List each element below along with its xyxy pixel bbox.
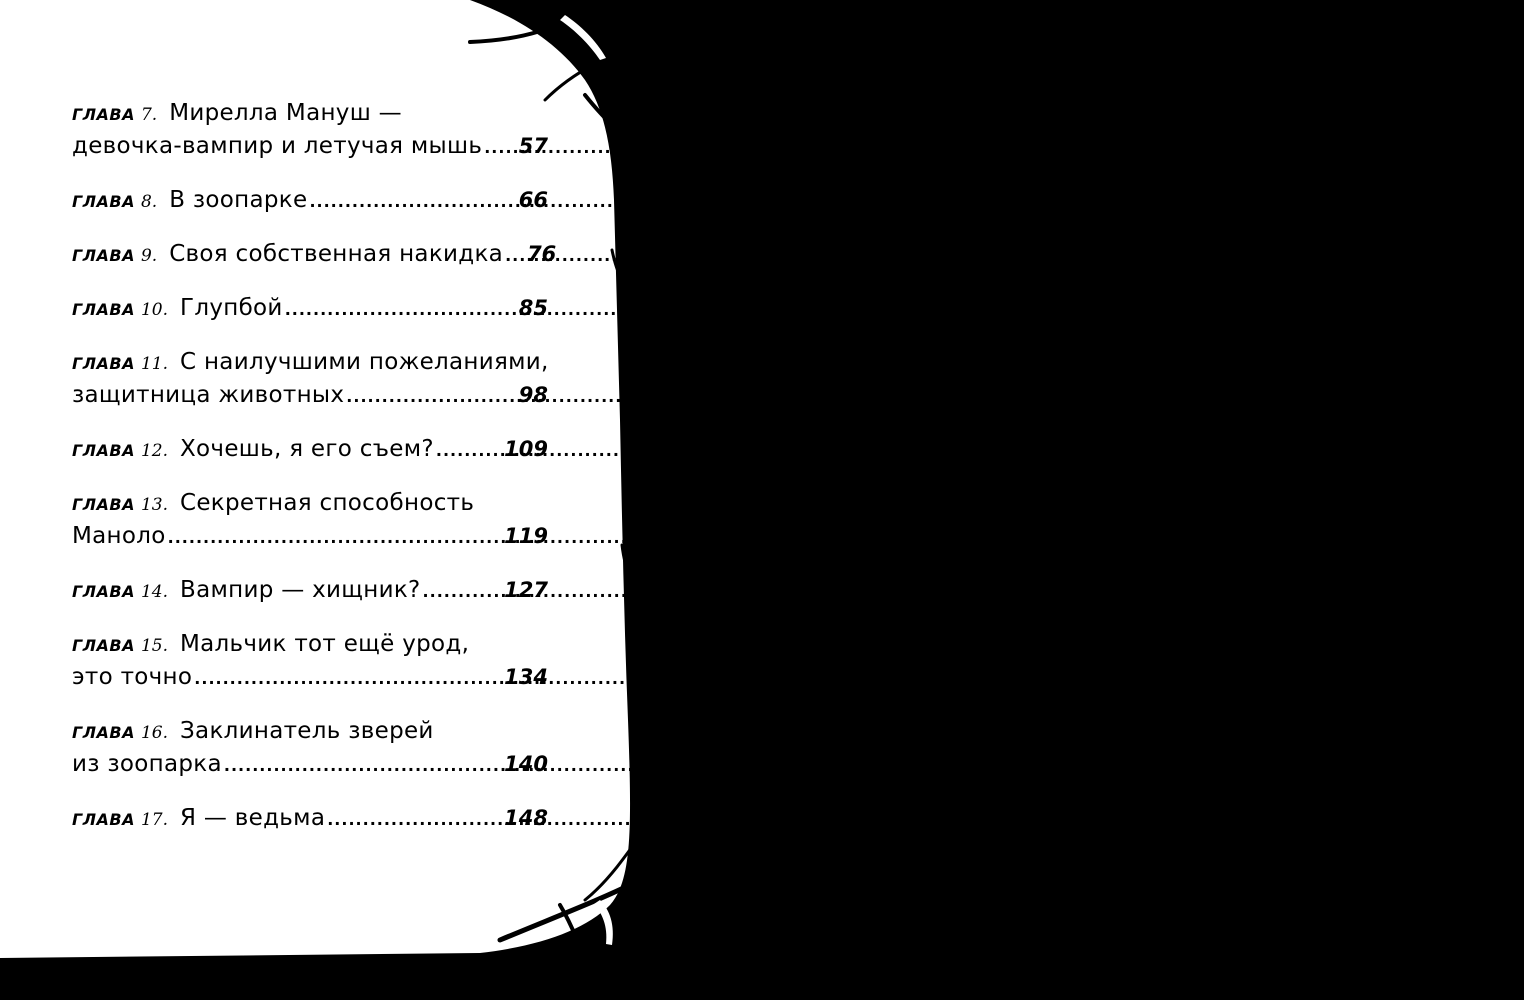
toc-line	[72, 664, 548, 697]
chapter-number: 12.	[140, 441, 168, 461]
book-page	[0, 0, 651, 1000]
toc-line	[72, 187, 548, 220]
chapter-title: Хочешь, я его съем?	[180, 436, 434, 462]
page-number: 85	[518, 296, 548, 320]
chapter-number: 16.	[140, 723, 168, 743]
chapter-title: В зоопарке	[169, 187, 308, 213]
chapter-label: ГЛАВА	[72, 246, 135, 265]
dot-leader	[194, 669, 502, 688]
toc-entry[interactable]	[72, 295, 548, 328]
toc-entry[interactable]	[72, 577, 548, 610]
page-number: 57	[518, 134, 548, 158]
chapter-label: ГЛАВА	[72, 441, 135, 460]
toc-line	[72, 349, 548, 382]
toc-entry[interactable]	[72, 187, 548, 220]
chapter-label: ГЛАВА	[72, 723, 135, 742]
dot-leader	[436, 441, 502, 460]
toc-line	[72, 436, 548, 469]
chapter-number: 9.	[140, 246, 158, 266]
toc-line	[72, 523, 548, 556]
chapter-title: Я — ведьма	[180, 805, 326, 831]
chapter-number: 7.	[140, 105, 158, 125]
chapter-title: защитница животных	[72, 382, 345, 408]
chapter-number: 8.	[140, 192, 158, 212]
page-number: 98	[518, 383, 548, 407]
toc-entry[interactable]	[72, 805, 548, 838]
chapter-title: Секретная способность	[180, 490, 475, 516]
toc-line	[72, 718, 548, 751]
dot-leader	[224, 756, 502, 775]
dot-leader	[168, 528, 503, 547]
toc-line	[72, 490, 548, 523]
toc-entry[interactable]	[72, 490, 548, 556]
page-number: 109	[504, 437, 548, 461]
chapter-label: ГЛАВА	[72, 105, 135, 124]
toc-entry[interactable]	[72, 241, 557, 274]
toc-line	[72, 133, 548, 166]
chapter-number: 17.	[140, 810, 168, 830]
chapter-number: 10.	[140, 300, 168, 320]
toc-line	[72, 241, 557, 274]
dot-leader	[309, 192, 516, 211]
chapter-title: это точно	[72, 664, 193, 690]
chapter-label: ГЛАВА	[72, 495, 135, 514]
page-number: 127	[504, 578, 548, 602]
dot-leader	[423, 582, 503, 601]
toc-entry[interactable]	[72, 100, 548, 166]
toc-line	[72, 295, 548, 328]
chapter-label: ГЛАВА	[72, 354, 135, 373]
dot-leader	[505, 246, 525, 265]
toc-entry[interactable]	[72, 349, 548, 415]
chapter-title: Глупбой	[180, 295, 283, 321]
toc-entry[interactable]	[72, 718, 548, 784]
page-number: 76	[527, 242, 557, 266]
chapter-title: Мирелла Мануш —	[169, 100, 402, 126]
toc-line	[72, 382, 548, 415]
chapter-title: девочка-вампир и летучая мышь	[72, 133, 483, 159]
toc-line	[72, 100, 548, 133]
page-number: 119	[504, 524, 548, 548]
page-number: 134	[504, 665, 548, 689]
dot-leader	[327, 810, 502, 829]
toc-entry[interactable]	[72, 436, 548, 469]
toc-line	[72, 805, 548, 838]
chapter-number: 13.	[140, 495, 168, 515]
page-number: 66	[518, 188, 548, 212]
chapter-title: из зоопарка	[72, 751, 222, 777]
dot-leader	[285, 300, 517, 319]
chapter-label: ГЛАВА	[72, 192, 135, 211]
chapter-label: ГЛАВА	[72, 810, 135, 829]
chapter-number: 14.	[140, 582, 168, 602]
chapter-title: Вампир — хищник?	[180, 577, 421, 603]
chapter-label: ГЛАВА	[72, 636, 135, 655]
chapter-title: Маноло	[72, 523, 166, 549]
chapter-label: ГЛАВА	[72, 300, 135, 319]
dot-leader	[484, 138, 517, 157]
toc-entry[interactable]	[72, 631, 548, 697]
dot-leader	[346, 387, 516, 406]
chapter-title: Заклинатель зверей	[180, 718, 434, 744]
page-number: 148	[504, 806, 548, 830]
toc-line	[72, 631, 548, 664]
page-number: 140	[504, 752, 548, 776]
chapter-title: С наилучшими пожеланиями,	[180, 349, 549, 375]
chapter-label: ГЛАВА	[72, 582, 135, 601]
toc-line	[72, 751, 548, 784]
table-of-contents	[72, 100, 557, 838]
toc-line	[72, 577, 548, 610]
chapter-title: Своя собственная накидка	[169, 241, 504, 267]
chapter-number: 15.	[140, 636, 168, 656]
chapter-title: Мальчик тот ещё урод,	[180, 631, 470, 657]
chapter-number: 11.	[140, 354, 168, 374]
